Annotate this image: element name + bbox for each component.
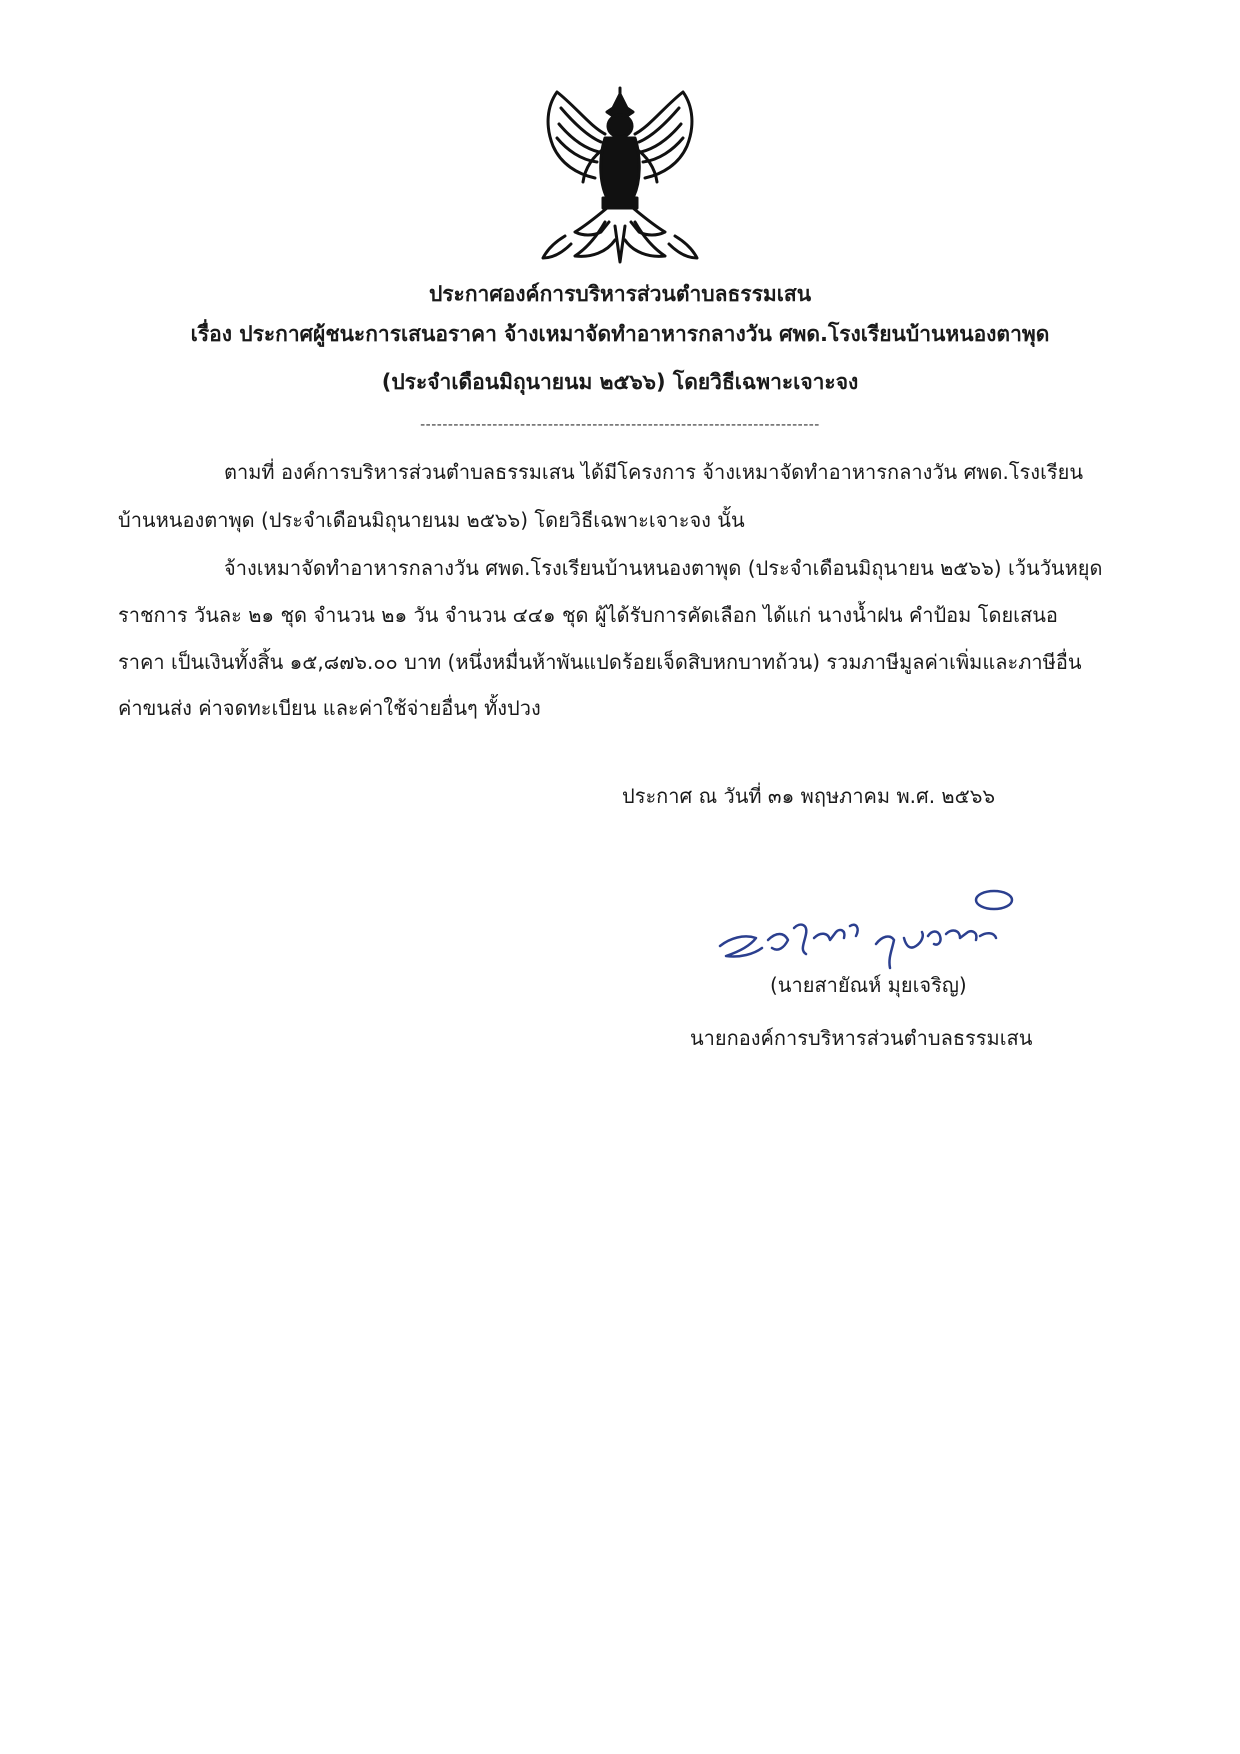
announcement-subject: เรื่อง ประกาศผู้ชนะการเสนอราคา จ้างเหมาจัดทำอาหารกลางวัน ศพด.โรงเรียนบ้านหนองตาพุด — [190, 322, 1050, 346]
garuda-emblem-icon — [535, 86, 705, 266]
paragraph-1-line-1: ตามที่ องค์การบริหารส่วนตำบลธรรมเสน ได้มีโครงการ จ้างเหมาจัดทำอาหารกลางวัน ศพด.โรงเรียน — [224, 460, 1084, 484]
paragraph-2-line-4: ค่าขนส่ง ค่าจดทะเบียน และค่าใช้จ่ายอื่นๆ ทั้งปวง — [118, 696, 541, 720]
announcement-subject-continued: (ประจำเดือนมิถุนายนม ๒๕๖๖) โดยวิธีเฉพาะเจาะจง — [381, 370, 859, 394]
paragraph-2-line-3: ราคา เป็นเงินทั้งสิ้น ๑๕,๘๗๖.๐๐ บาท (หนึ่งหมื่นห้าพันแปดร้อยเจ็ดสิบหกบาทถ้วน) รวมภาษีมูลค่าเพิ่มและภาษีอื่น — [118, 650, 1082, 674]
paragraph-1-line-2: บ้านหนองตาพุด (ประจำเดือนมิถุนายนม ๒๕๖๖) โดยวิธีเฉพาะเจาะจง นั้น — [118, 508, 745, 532]
signatory-position: นายกองค์การบริหารส่วนตำบลธรรมเสน — [690, 1026, 1033, 1050]
separator-line: ------------------------------------------------------------------------ — [420, 417, 820, 433]
announcement-date: ประกาศ ณ วันที่ ๓๑ พฤษภาคม พ.ศ. ๒๕๖๖ — [622, 784, 996, 808]
signatory-name: (นายสายัณห์ มุยเจริญ) — [770, 973, 967, 997]
paragraph-2-line-2: ราชการ วันละ ๒๑ ชุด จำนวน ๒๑ วัน จำนวน ๔๔๑ ชุด ผู้ได้รับการคัดเลือก ได้แก่ นางน้ำฝน คำป้อม โดยเสนอ — [118, 603, 1058, 627]
announcement-title: ประกาศองค์การบริหารส่วนตำบลธรรมเสน — [428, 282, 812, 306]
paragraph-2-line-1: จ้างเหมาจัดทำอาหารกลางวัน ศพด.โรงเรียนบ้านหนองตาพุด (ประจำเดือนมิถุนายน ๒๕๖๖) เว้นวันหยุด — [224, 556, 1103, 580]
